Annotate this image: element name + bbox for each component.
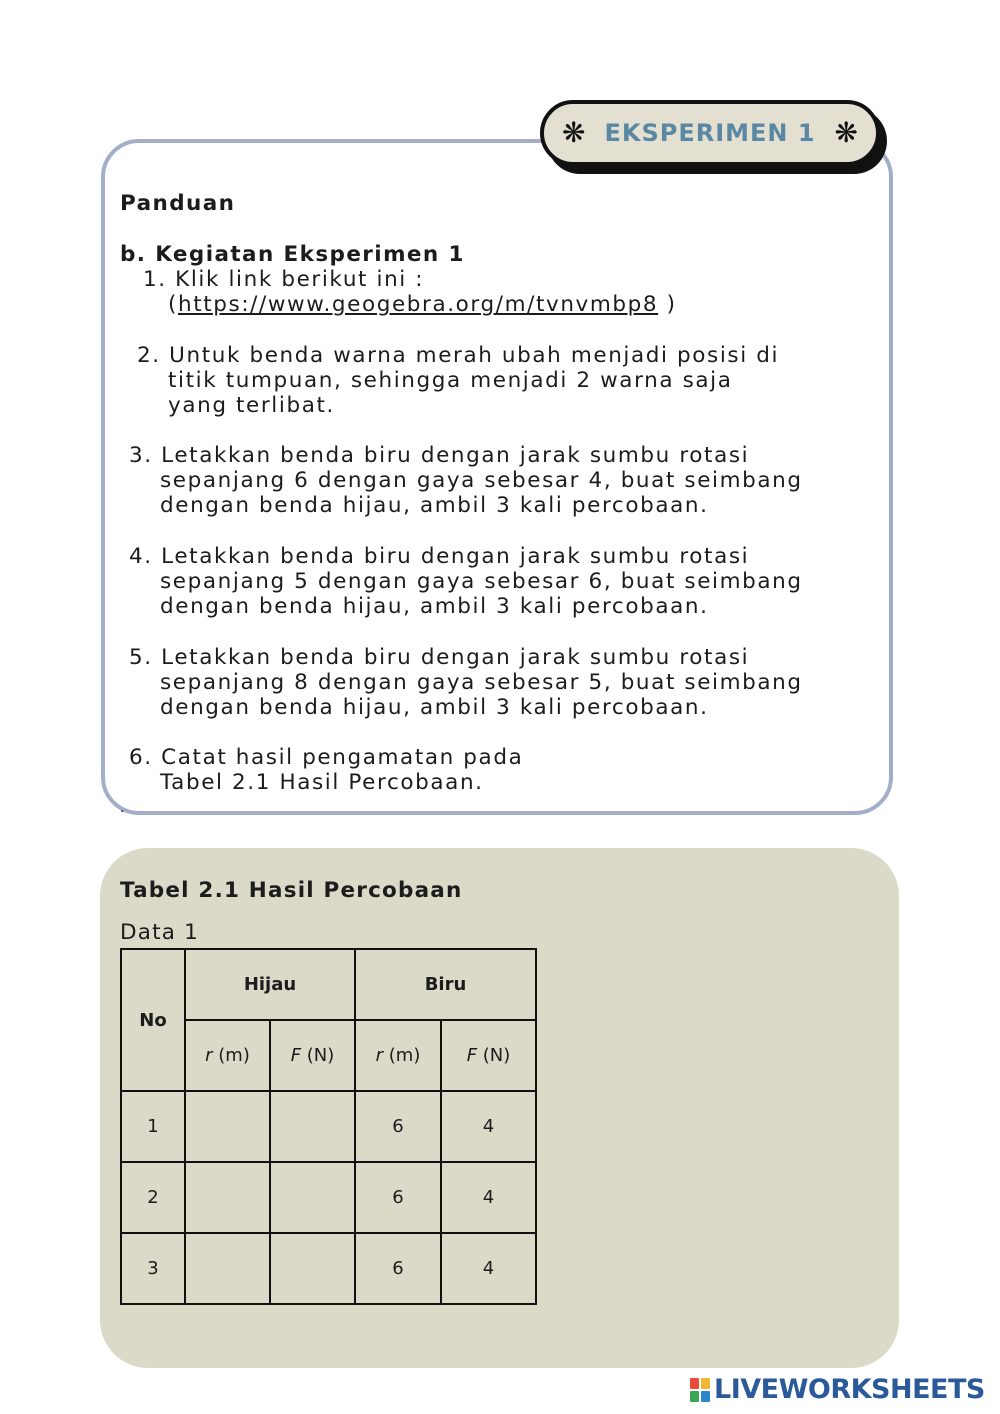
step4-line3: dengan benda hijau, ambil 3 kali percobaan. xyxy=(160,594,709,619)
table-row xyxy=(121,1091,536,1162)
logo-tile xyxy=(690,1378,699,1389)
cell-biru-r: 6 xyxy=(355,1162,441,1233)
cell-hijau-f-input[interactable] xyxy=(270,1162,355,1233)
paren-close: ) xyxy=(658,292,677,317)
table-row xyxy=(121,1162,536,1233)
header-biru-f: F (N) xyxy=(441,1020,536,1091)
step2-line3: yang terlibat. xyxy=(168,393,335,418)
guide-heading: Panduan xyxy=(120,191,236,216)
step3-line2: sepanjang 6 dengan gaya sebesar 4, buat seimbang xyxy=(160,468,803,493)
header-biru: Biru xyxy=(355,949,536,1020)
cell-biru-r: 6 xyxy=(355,1233,441,1304)
flower-icon: ❋ xyxy=(562,116,586,149)
cell-biru-f: 4 xyxy=(441,1233,536,1304)
guide-subheading: b. Kegiatan Eksperimen 1 xyxy=(120,242,465,267)
logo-tile xyxy=(701,1391,710,1402)
header-hijau-f: F (N) xyxy=(270,1020,355,1091)
cell-biru-f: 4 xyxy=(441,1162,536,1233)
table-title: Tabel 2.1 Hasil Percobaan xyxy=(120,878,463,903)
step4-line2: sepanjang 5 dengan gaya sebesar 6, buat seimbang xyxy=(160,569,803,594)
cell-no: 1 xyxy=(121,1091,185,1162)
step6-line1: 6. Catat hasil pengamatan pada xyxy=(129,745,524,770)
header-hijau: Hijau xyxy=(185,949,355,1020)
badge-title: EKSPERIMEN 1 xyxy=(604,119,816,147)
step5-line2: sepanjang 8 dengan gaya sebesar 5, buat seimbang xyxy=(160,670,803,695)
step2-line1: 2. Untuk benda warna merah ubah menjadi posisi di xyxy=(137,343,780,368)
brand-name: LIVEWORKSHEETS xyxy=(714,1374,985,1405)
table-row xyxy=(121,1233,536,1304)
step6-line2: Tabel 2.1 Hasil Percobaan. xyxy=(160,770,484,795)
cell-no: 2 xyxy=(121,1162,185,1233)
table-subtitle: Data 1 xyxy=(120,920,200,945)
cell-hijau-f-input[interactable] xyxy=(270,1091,355,1162)
logo-tiles-icon xyxy=(690,1378,710,1402)
step3-line3: dengan benda hijau, ambil 3 kali percobaan. xyxy=(160,493,709,518)
header-biru-r: r (m) xyxy=(355,1020,441,1091)
step1-line2 xyxy=(168,292,677,317)
step4-line1: 4. Letakkan benda biru dengan jarak sumbu rotasi xyxy=(129,544,750,569)
header-hijau-r: r (m) xyxy=(185,1020,270,1091)
logo-tile xyxy=(701,1378,710,1389)
cell-hijau-f-input[interactable] xyxy=(270,1233,355,1304)
cell-no: 3 xyxy=(121,1233,185,1304)
cell-hijau-r-input[interactable] xyxy=(185,1091,270,1162)
cell-biru-f: 4 xyxy=(441,1091,536,1162)
cell-hijau-r-input[interactable] xyxy=(185,1233,270,1304)
step3-line1: 3. Letakkan benda biru dengan jarak sumbu rotasi xyxy=(129,443,750,468)
cell-biru-r: 6 xyxy=(355,1091,441,1162)
results-table xyxy=(120,948,537,1305)
step5-line3: dengan benda hijau, ambil 3 kali percobaan. xyxy=(160,695,709,720)
logo-tile xyxy=(690,1391,699,1402)
cell-hijau-r-input[interactable] xyxy=(185,1162,270,1233)
stray-dot: . xyxy=(120,800,125,816)
paren-open: ( xyxy=(168,292,178,317)
step1-line1: 1. Klik link berikut ini : xyxy=(143,267,425,292)
geogebra-link[interactable]: https://www.geogebra.org/m/tvnvmbp8 xyxy=(178,292,659,317)
header-no: No xyxy=(121,949,185,1091)
experiment-badge xyxy=(540,100,880,166)
liveworksheets-logo[interactable] xyxy=(690,1374,985,1405)
step2-line2: titik tumpuan, sehingga menjadi 2 warna saja xyxy=(168,368,733,393)
step5-line1: 5. Letakkan benda biru dengan jarak sumbu rotasi xyxy=(129,645,750,670)
flower-icon: ❋ xyxy=(834,116,858,149)
